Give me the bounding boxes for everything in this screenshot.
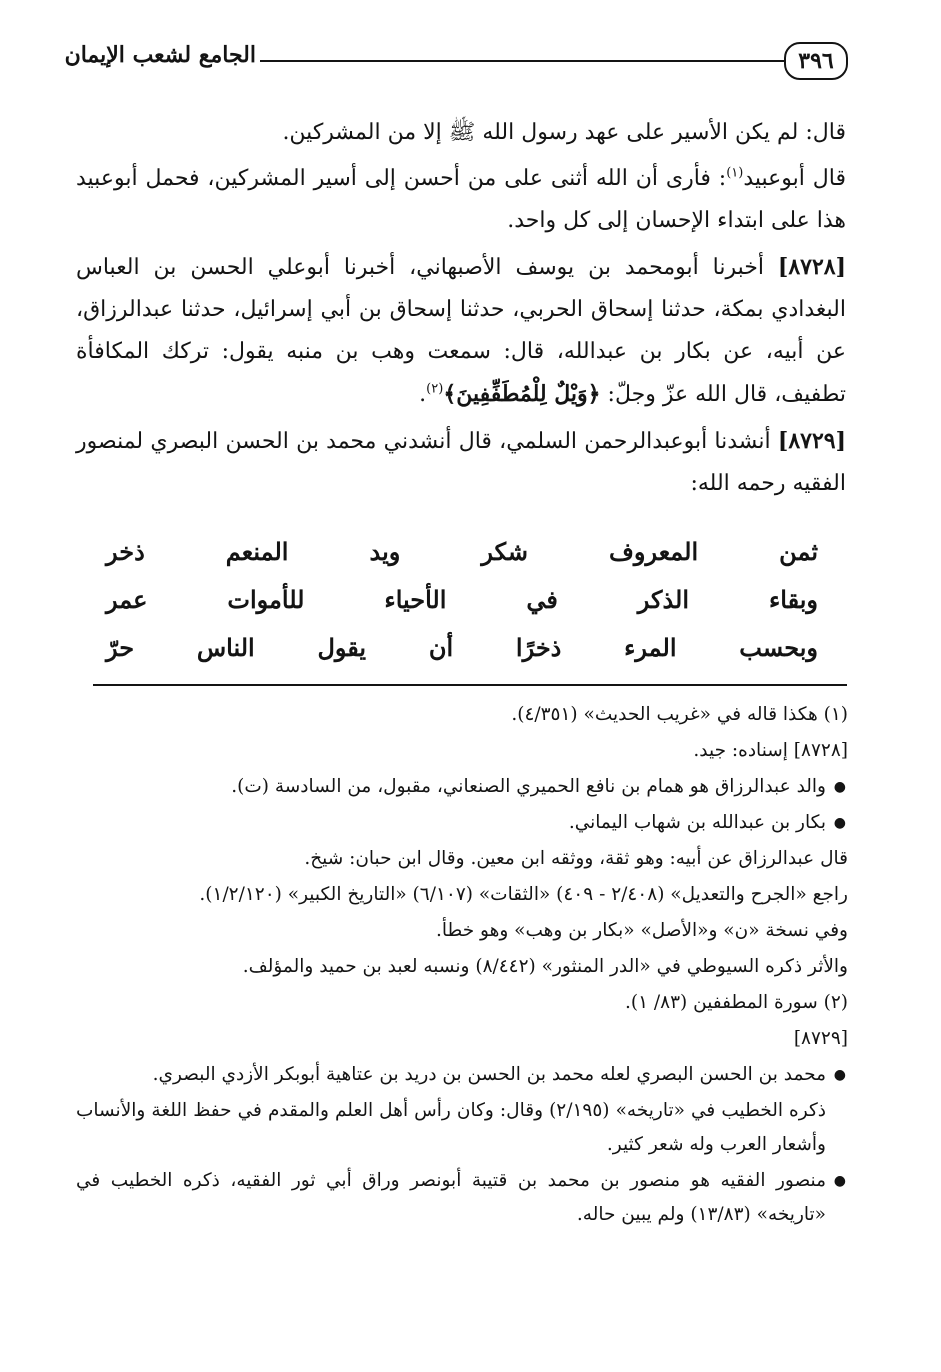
footnote-line: راجع «الجرح والتعديل» (٢/٤٠٨ - ٤٠٩) «الثقات» (٦/١٠٧) «التاريخ الكبير» (١/٢/١٢٠). [199, 884, 848, 905]
poem-line: ثمن المعروف شكر ويد المنعم ذخر [106, 537, 818, 566]
footnote-1: (١) هكذا قاله في «غريب الحديث» (٤/٣٥١). [511, 704, 848, 725]
footnote-line: وفي نسخة «ن» و«الأصل» «بكار بن وهب» وهو خطأ. [436, 920, 848, 941]
hadith-8729 [76, 420, 846, 505]
bullet-icon: ● [833, 779, 846, 795]
hadith-number-8729: [٨٧٢٩] [777, 428, 846, 454]
footnote-bullet-text: والد عبدالرزاق هو همام بن نافع الحميري الصنعاني، مقبول، من السادسة (ت). [231, 776, 826, 797]
footnote-line: والأثر ذكره السيوطي في «الدر المنثور» (٨/٤٤٢) ونسبه لعبد بن حميد والمؤلف. [242, 956, 848, 977]
page-number-badge: ٣٩٦ [784, 42, 848, 80]
poem-line: وبقاء الذكر في الأحياء للأموات عمر [106, 585, 818, 614]
footnote-2: (٢) سورة المطففين (٨٣/ ١). [625, 992, 848, 1013]
hadith-8728-end: . [419, 382, 427, 407]
book-title: الجامع لشعب الإيمان [64, 42, 256, 68]
hadith-8729-text: أنشدنا أبوعبدالرحمن السلمي، قال أنشدني محمد بن الحسن البصري لمنصور الفقيه رحمه الله: [76, 429, 846, 496]
bullet-icon: ● [833, 1067, 846, 1083]
poem-line: وبحسب المرء ذخرًا أن يقول الناس حرّ [106, 633, 818, 662]
paragraph-1-text: قال: لم يكن الأسير على عهد رسول الله ﷺ إلا من المشركين. [282, 120, 846, 145]
poem [106, 528, 818, 672]
footnote-bullet-text: بكار بن عبدالله بن شهاب اليماني. [568, 812, 826, 833]
header-rule [260, 60, 784, 62]
footnotes [76, 698, 848, 1234]
footnote-ref-1[interactable]: (١) [726, 165, 744, 181]
footnote-line: ذكره الخطيب في «تاريخه» (٢/١٩٥) وقال: وكان رأس أهل العلم والمقدم في حفظ اللغة والأنساب وأشعار العرب وله شعر كثير. [76, 1100, 826, 1155]
hadith-8728-text: أخبرنا أبومحمد بن يوسف الأصبهاني، أخبرنا أبوعلي الحسن بن العباس البغدادي بمكة، حدثنا إسحاق الحربي، حدثنا إسحاق بن أبي إسرائيل، حدثنا عبدالرزاق، عن أبيه، عن بكار بن عبدالله، قال: سمعت وهب بن منبه يقول: تركك المكافأة تطفيف، قال الله عزّ وجلّ: [76, 255, 846, 407]
footnote-bullet [76, 770, 848, 804]
footnote-8728-heading: [٨٧٢٨] إسناده: جيد. [693, 740, 848, 761]
footnote-bullet-text: منصور الفقيه هو منصور بن محمد بن قتيبة أبونصر وراق أبي ثور الفقيه، ذكره الخطيب في «تاريخه» (١٣/٨٣) ولم يبين حاله. [76, 1170, 826, 1225]
bullet-icon: ● [833, 815, 846, 831]
footnote-ref-2[interactable]: (٢) [426, 381, 444, 397]
hadith-number-8728: [٨٧٢٨] [777, 254, 846, 280]
footnote-line: قال عبدالرزاق عن أبيه: وهو ثقة، ووثقه ابن معين. وقال ابن حبان: شيخ. [304, 848, 848, 869]
quran-verse: ﴿وَيْلٌ لِلْمُطَفِّفِينَ﴾ [443, 381, 601, 407]
paragraph-2 [76, 158, 846, 242]
page-header [64, 38, 848, 82]
footnote-bullet-text: محمد بن الحسن البصري لعله محمد بن الحسن بن دريد بن عتاهية أبوبكر الأزدي البصري. [152, 1064, 826, 1085]
footnote-bullet [76, 1164, 848, 1232]
main-text [76, 112, 846, 509]
paragraph-2-rest: : فأرى أن الله أثنى على من أحسن إلى أسير المشركين، فحمل أبوعبيد هذا على ابتداء الإحسان إلى كل واحد. [76, 166, 846, 233]
paragraph-1 [76, 112, 846, 154]
footnote-bullet [76, 806, 848, 840]
footnotes-divider [93, 684, 847, 686]
hadith-8728 [76, 246, 846, 416]
footnote-bullet [76, 1058, 848, 1092]
footnote-8729-heading: [٨٧٢٩] [793, 1028, 848, 1049]
paragraph-2-start: قال أبوعبيد [743, 166, 847, 191]
bullet-icon: ● [833, 1173, 846, 1189]
